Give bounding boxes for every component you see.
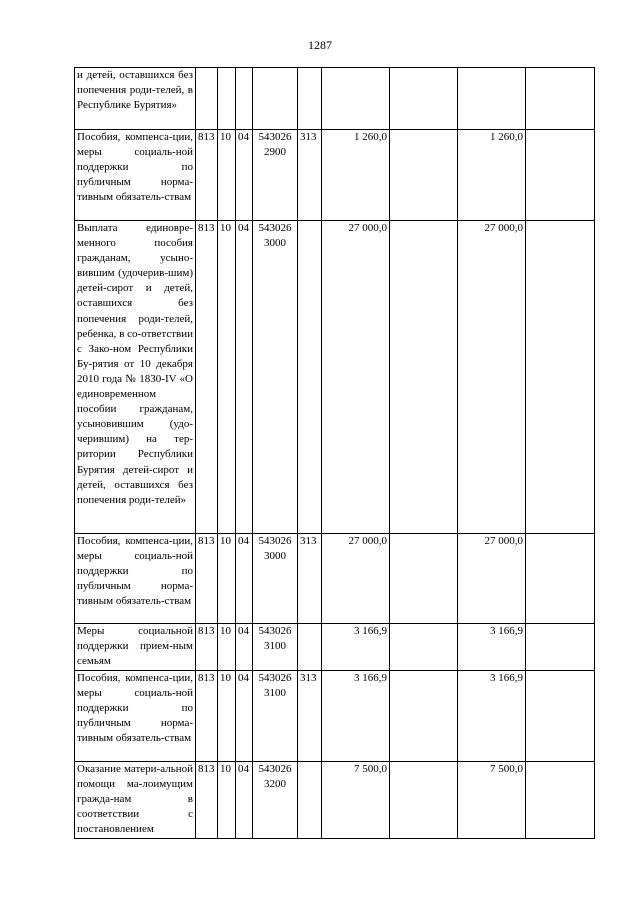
target-article-cell: 543026 3000 — [253, 534, 298, 624]
subsection-code-cell: 04 — [236, 221, 253, 534]
empty-column-cell — [526, 130, 595, 221]
grbs-code-cell: 813 — [196, 671, 218, 762]
item-name-cell: Меры социальной поддержки прием-ным семьям — [75, 624, 196, 671]
section-code-cell — [218, 68, 236, 130]
empty-column-cell — [526, 534, 595, 624]
empty-column-cell — [526, 762, 595, 839]
target-article-cell: 543026 3100 — [253, 624, 298, 671]
grbs-code-cell: 813 — [196, 130, 218, 221]
subsection-code-cell: 04 — [236, 130, 253, 221]
amount-total-cell: 27 000,0 — [322, 534, 390, 624]
expense-type-cell: 313 — [298, 671, 322, 762]
item-name-cell: Оказание матери-альной помощи ма-лоимущим гражда-нам в соответствии с постановлением — [75, 762, 196, 839]
page-number: 1287 — [308, 38, 332, 52]
amount-total-cell: 27 000,0 — [322, 221, 390, 534]
grbs-code-cell: 813 — [196, 624, 218, 671]
expense-type-cell: 313 — [298, 534, 322, 624]
section-code-cell: 10 — [218, 221, 236, 534]
target-article-cell: 543026 3000 — [253, 221, 298, 534]
table-row — [75, 130, 595, 221]
expense-type-cell — [298, 762, 322, 839]
grbs-code-cell: 813 — [196, 762, 218, 839]
table-row — [75, 624, 595, 671]
amount-budget-cell: 7 500,0 — [458, 762, 526, 839]
section-code-cell: 10 — [218, 130, 236, 221]
subsection-code-cell: 04 — [236, 534, 253, 624]
subsection-code-cell — [236, 68, 253, 130]
item-name-cell: Пособия, компенса-ции, меры социаль-ной поддержки по публичным норма-тивным обязатель-ствам — [75, 671, 196, 762]
table-row — [75, 671, 595, 762]
amount-budget-cell: 27 000,0 — [458, 534, 526, 624]
table-row — [75, 68, 595, 130]
expense-type-cell — [298, 68, 322, 130]
empty-column-cell — [526, 68, 595, 130]
expense-type-cell: 313 — [298, 130, 322, 221]
budget-table — [74, 67, 595, 839]
item-name-cell: Выплата единовре-менного пособия гражданам, усыно-вившим (удочерив-шим) детей-сирот и детей, оставшихся без попечения роди-телей, ребенка, в со-ответствии с Зако-ном Республики Бу-рятия от 10 декабря 2010 года № 1830-IV «О единовременном пособии гражданам, усыновившим (удо-черившим) на тер-ритории Республики Бурятия детей-сирот и детей, оставшихся без попечения роди-телей» — [75, 221, 196, 534]
target-article-cell: 543026 2900 — [253, 130, 298, 221]
grbs-code-cell: 813 — [196, 221, 218, 534]
subsection-code-cell: 04 — [236, 624, 253, 671]
section-code-cell: 10 — [218, 624, 236, 671]
empty-column-cell — [526, 221, 595, 534]
table-row — [75, 762, 595, 839]
empty-column-cell — [526, 671, 595, 762]
amount-budget-cell: 27 000,0 — [458, 221, 526, 534]
target-article-cell — [253, 68, 298, 130]
empty-column-cell — [390, 762, 458, 839]
subsection-code-cell: 04 — [236, 671, 253, 762]
expense-type-cell — [298, 221, 322, 534]
amount-total-cell: 3 166,9 — [322, 671, 390, 762]
grbs-code-cell: 813 — [196, 534, 218, 624]
empty-column-cell — [390, 221, 458, 534]
target-article-cell: 543026 3200 — [253, 762, 298, 839]
table-row — [75, 534, 595, 624]
empty-column-cell — [526, 624, 595, 671]
empty-column-cell — [390, 671, 458, 762]
table-row — [75, 221, 595, 534]
empty-column-cell — [390, 130, 458, 221]
target-article-cell: 543026 3100 — [253, 671, 298, 762]
amount-budget-cell — [458, 68, 526, 130]
table-body — [75, 68, 595, 839]
grbs-code-cell — [196, 68, 218, 130]
empty-column-cell — [390, 68, 458, 130]
section-code-cell: 10 — [218, 671, 236, 762]
empty-column-cell — [390, 534, 458, 624]
empty-column-cell — [390, 624, 458, 671]
expense-type-cell — [298, 624, 322, 671]
item-name-cell: Пособия, компенса-ции, меры социаль-ной поддержки по публичным норма-тивным обязатель-ствам — [75, 534, 196, 624]
amount-budget-cell: 3 166,9 — [458, 671, 526, 762]
amount-total-cell: 1 260,0 — [322, 130, 390, 221]
amount-budget-cell: 1 260,0 — [458, 130, 526, 221]
item-name-cell: и детей, оставшихся без попечения роди-телей, в Республике Бурятия» — [75, 68, 196, 130]
amount-total-cell: 7 500,0 — [322, 762, 390, 839]
item-name-cell: Пособия, компенса-ции, меры социаль-ной поддержки по публичным норма-тивным обязатель-ствам — [75, 130, 196, 221]
amount-total-cell — [322, 68, 390, 130]
subsection-code-cell: 04 — [236, 762, 253, 839]
section-code-cell: 10 — [218, 762, 236, 839]
section-code-cell: 10 — [218, 534, 236, 624]
amount-total-cell: 3 166,9 — [322, 624, 390, 671]
amount-budget-cell: 3 166,9 — [458, 624, 526, 671]
